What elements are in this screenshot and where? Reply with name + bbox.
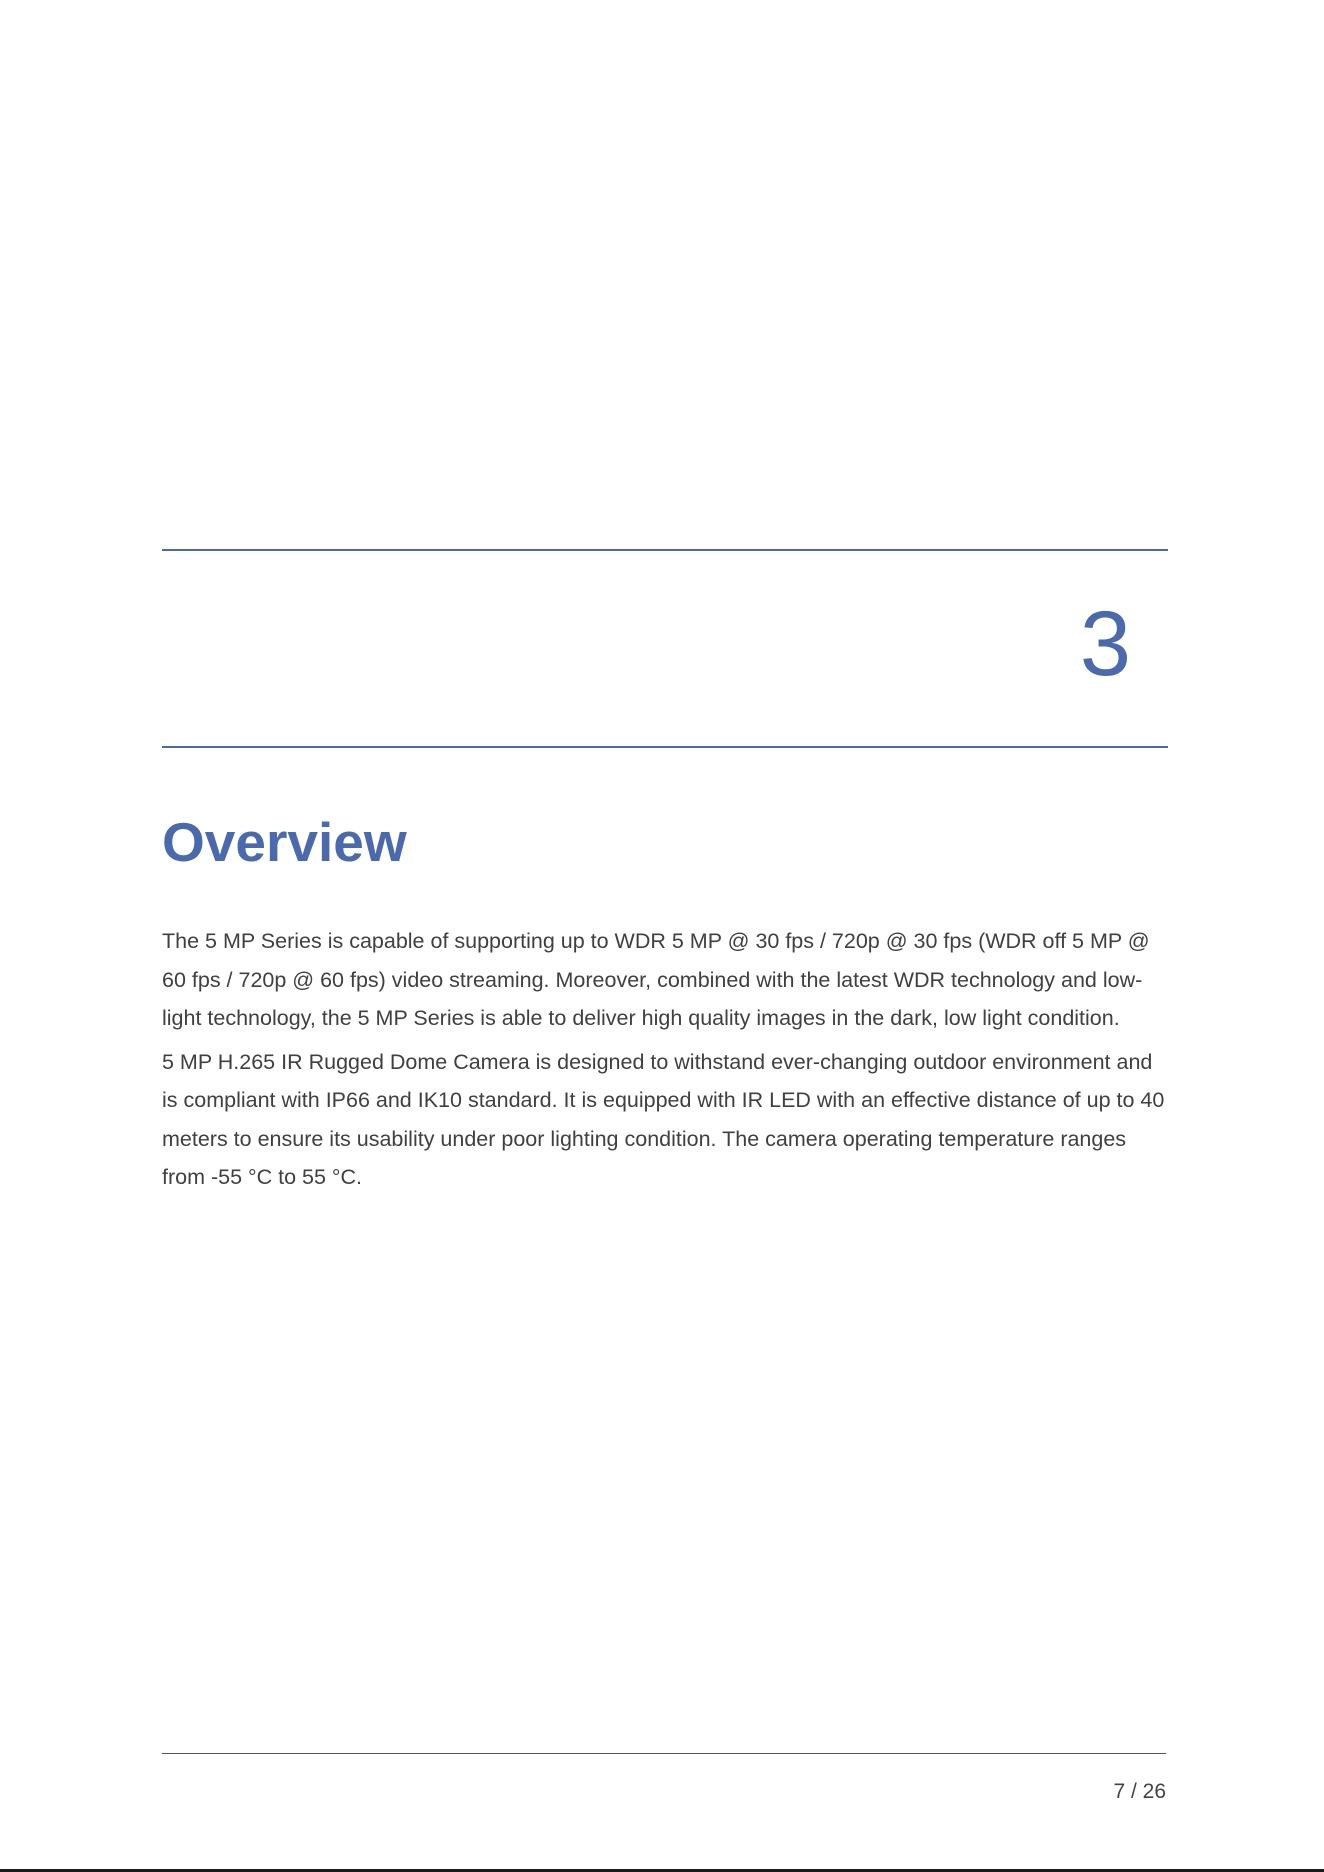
page-number: 7 / 26: [1113, 1780, 1166, 1803]
chapter-body: [162, 922, 1168, 1202]
chapter-number: 3: [1079, 593, 1131, 695]
body-paragraph: 5 MP H.265 IR Rugged Dome Camera is designed to withstand ever-changing outdoor environment and is compliant with IP66 and IK10 standard. It is equipped with IR LED with an effective distance of up to 40 meters to ensure its usability under poor lighting condition. The camera operating temperature ranges from -55 °C to 55 °C.: [162, 1049, 1165, 1189]
body-paragraph: The 5 MP Series is capable of supporting up to WDR 5 MP @ 30 fps / 720p @ 30 fps (WDR off 5 MP @ 60 fps / 720p @ 60 fps) video streaming. Moreover, combined with the latest WDR technology and low-light technology, the 5 MP Series is able to deliver high quality images in the dark, low light condition.: [162, 929, 1150, 1030]
chapter-bottom-rule: [162, 746, 1168, 748]
chapter-top-rule: [162, 549, 1168, 551]
chapter-title: Overview: [162, 811, 407, 873]
footer-rule: [162, 1753, 1166, 1754]
